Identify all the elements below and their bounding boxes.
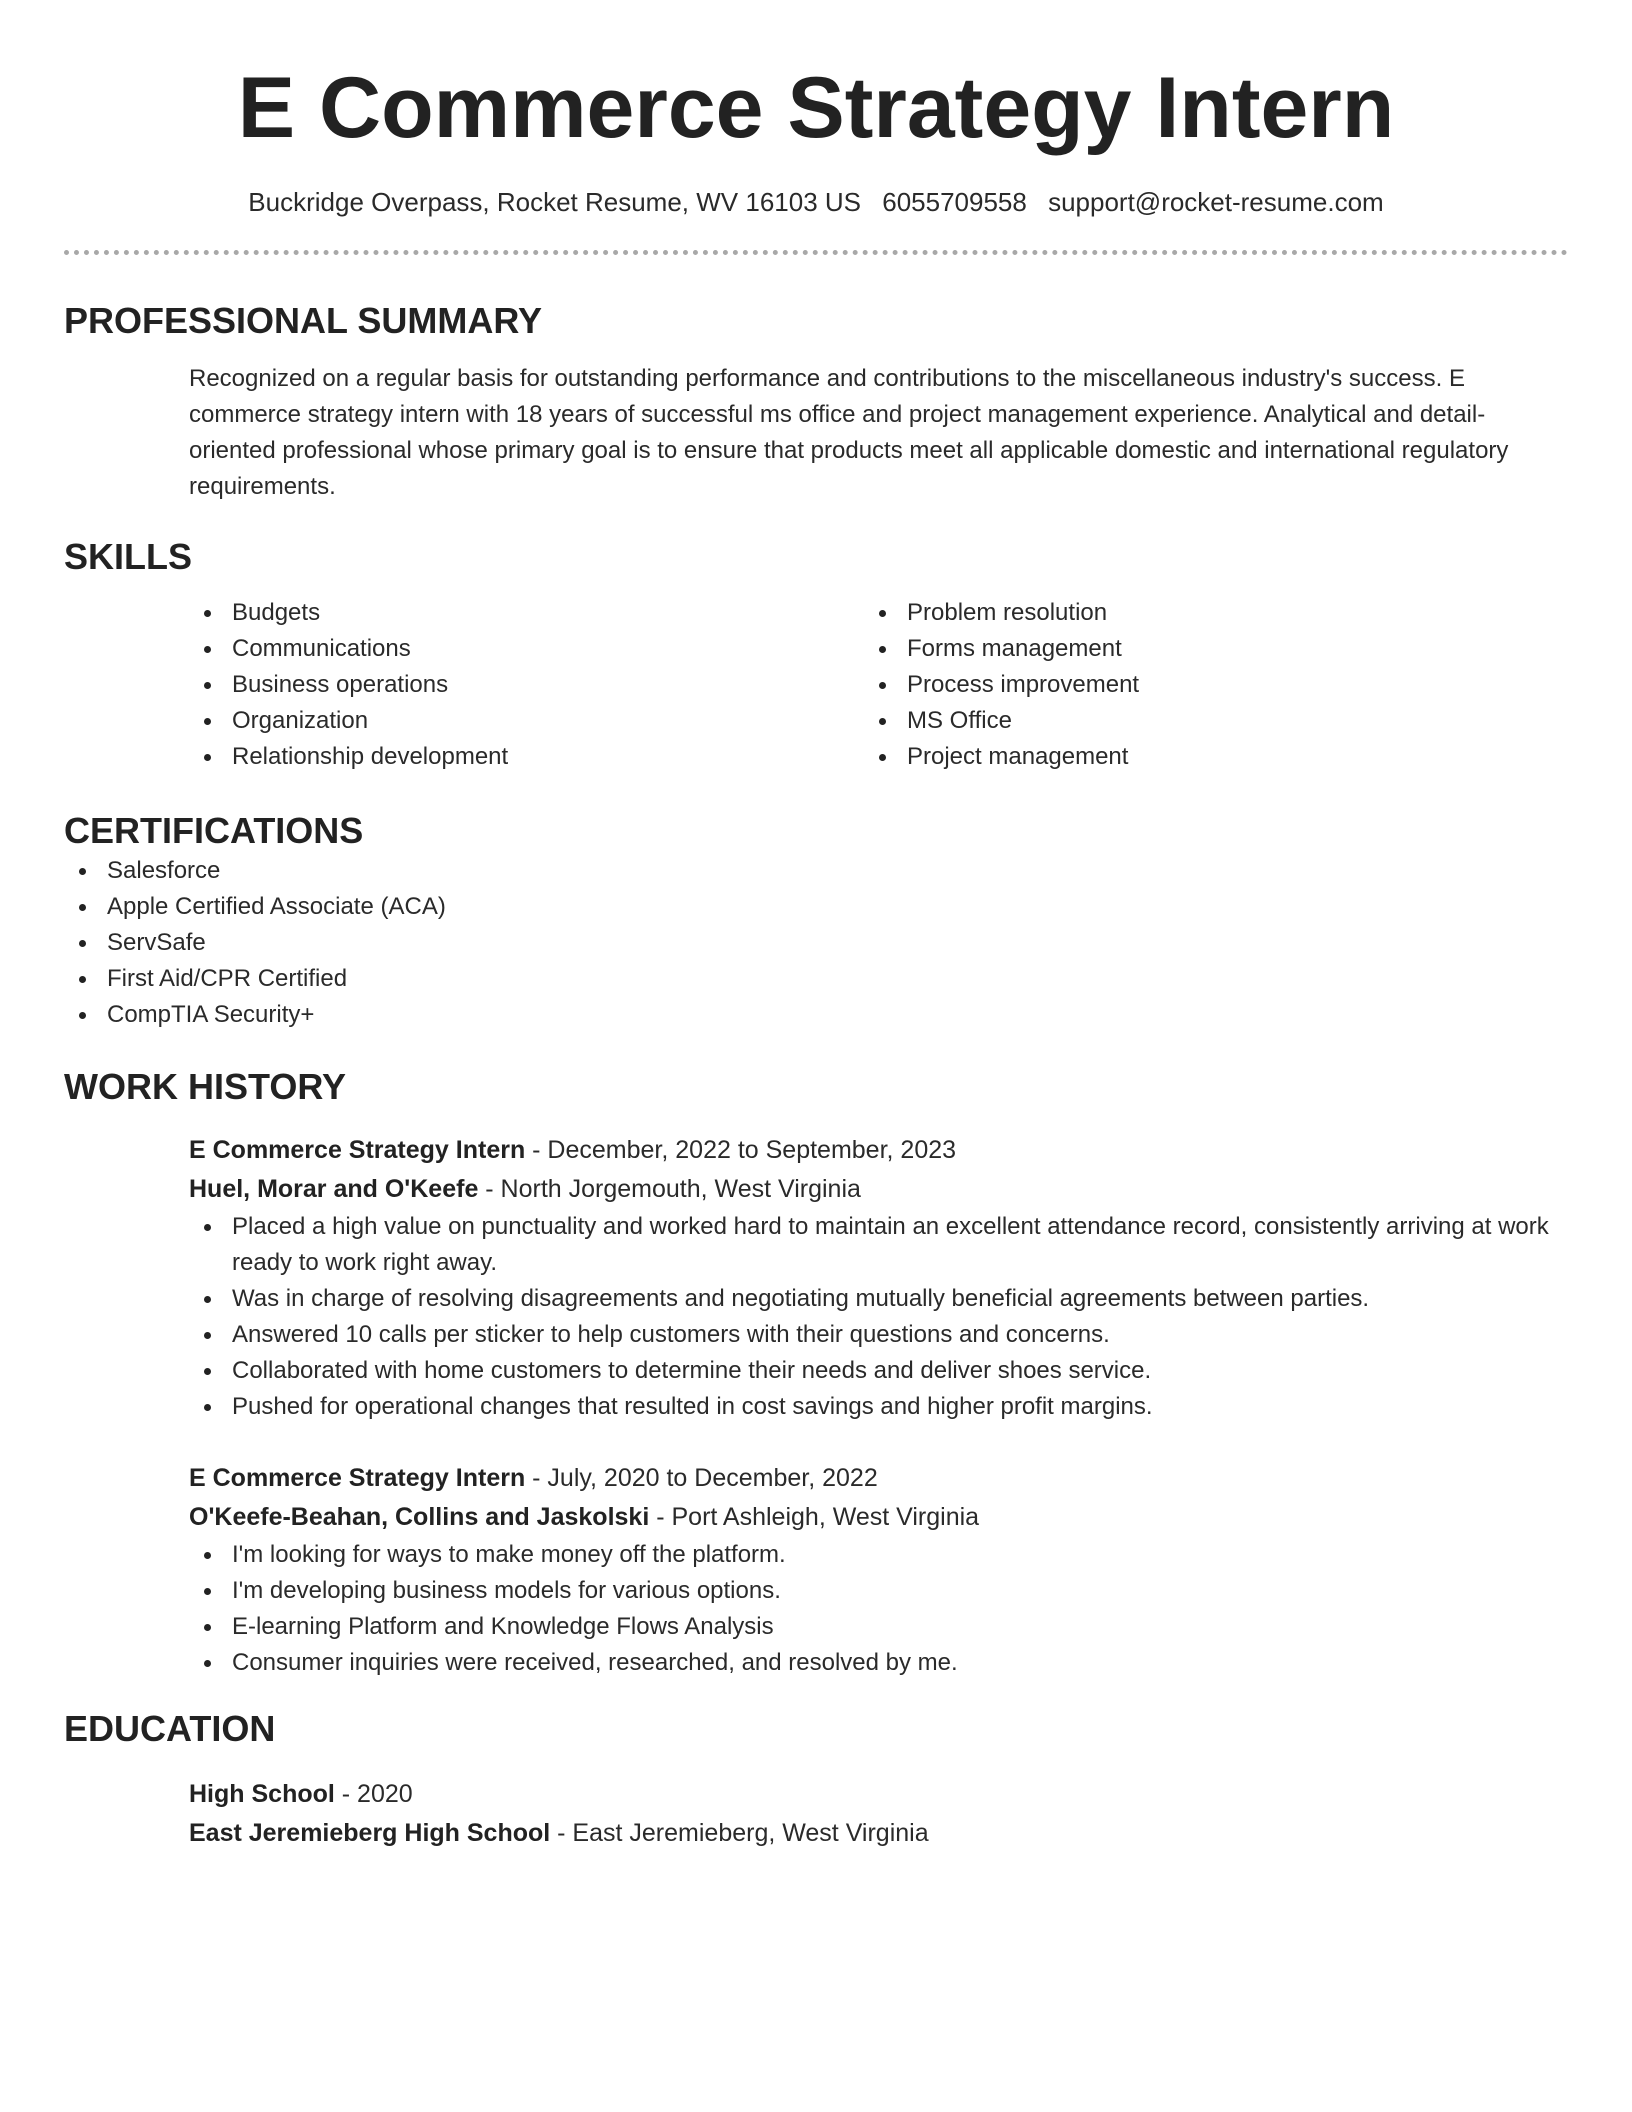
job-company: Huel, Morar and O'Keefe <box>189 1175 479 1203</box>
skills-column-right <box>864 595 1539 775</box>
skill-item: Budgets <box>189 595 864 631</box>
job-bullet: Answered 10 calls per sticker to help customers with their questions and concerns. <box>189 1317 1568 1353</box>
candidate-name: E Commerce Strategy Intern <box>237 60 1395 156</box>
job-bullet: Pushed for operational changes that resulted in cost savings and higher profit margins. <box>189 1389 1568 1425</box>
job-title-line <box>189 1459 1568 1498</box>
job-bullet: E-learning Platform and Knowledge Flows Analysis <box>189 1609 1568 1645</box>
certification-item: CompTIA Security+ <box>64 997 1568 1033</box>
education-year: - 2020 <box>334 1780 413 1808</box>
skill-item: Relationship development <box>189 739 864 775</box>
job-bullet: Collaborated with home customers to determine their needs and deliver shoes service. <box>189 1353 1568 1389</box>
certification-item: First Aid/CPR Certified <box>64 961 1568 997</box>
job-bullet: Was in charge of resolving disagreements and negotiating mutually beneficial agreements between parties. <box>189 1281 1568 1317</box>
skill-item: Forms management <box>864 631 1539 667</box>
certification-item: Apple Certified Associate (ACA) <box>64 889 1568 925</box>
education-degree-line <box>189 1775 1568 1814</box>
job-location: - Port Ashleigh, West Virginia <box>649 1503 980 1531</box>
skill-item: Project management <box>864 739 1539 775</box>
work-history-section <box>64 1065 1568 1681</box>
job-entry <box>189 1131 1568 1425</box>
header-divider <box>64 250 1568 255</box>
job-location: - North Jorgemouth, West Virginia <box>478 1175 861 1203</box>
skill-item: Communications <box>189 631 864 667</box>
contact-phone: 6055709558 <box>882 187 1027 217</box>
education-location: - East Jeremieberg, West Virginia <box>550 1819 929 1847</box>
summary-heading: PROFESSIONAL SUMMARY <box>64 300 543 341</box>
job-bullet-list <box>189 1537 1568 1681</box>
skill-item: Problem resolution <box>864 595 1539 631</box>
certifications-heading: CERTIFICATIONS <box>64 810 364 851</box>
skills-grid <box>189 595 1568 775</box>
education-heading: EDUCATION <box>64 1708 276 1749</box>
education-school: East Jeremieberg High School <box>189 1819 551 1847</box>
job-entry <box>189 1459 1568 1681</box>
job-bullet: I'm developing business models for various options. <box>189 1573 1568 1609</box>
job-bullet: I'm looking for ways to make money off the platform. <box>189 1537 1568 1573</box>
certification-item: Salesforce <box>64 853 1568 889</box>
job-company-line <box>189 1498 1568 1537</box>
skill-item: MS Office <box>864 703 1539 739</box>
job-role: E Commerce Strategy Intern <box>189 1136 526 1164</box>
work-history-heading: WORK HISTORY <box>64 1066 347 1107</box>
skills-column-left <box>189 595 864 775</box>
job-dates: - July, 2020 to December, 2022 <box>525 1464 878 1492</box>
contact-email: support@rocket-resume.com <box>1048 187 1384 217</box>
job-title-line <box>189 1131 1568 1170</box>
job-bullet-list <box>189 1209 1568 1425</box>
certification-item: ServSafe <box>64 925 1568 961</box>
certifications-section <box>64 809 1568 1033</box>
job-company-line <box>189 1170 1568 1209</box>
job-company: O'Keefe-Beahan, Collins and Jaskolski <box>189 1503 650 1531</box>
skill-item: Process improvement <box>864 667 1539 703</box>
education-degree: High School <box>189 1780 335 1808</box>
summary-text: Recognized on a regular basis for outstanding performance and contributions to the miscellaneous industry's success. E commerce strategy intern with 18 years of successful ms office and project management experience. Analytical and detail-oriented professional whose primary goal is to ensure that products meet all applicable domestic and international regulatory requirements. <box>189 365 1509 500</box>
skill-item: Organization <box>189 703 864 739</box>
education-entry <box>189 1775 1568 1853</box>
contact-address: Buckridge Overpass, Rocket Resume, WV 16103 US <box>248 187 861 217</box>
education-school-line <box>189 1814 1568 1853</box>
job-role: E Commerce Strategy Intern <box>189 1464 526 1492</box>
certification-list <box>64 853 1568 1033</box>
skill-item: Business operations <box>189 667 864 703</box>
summary-section <box>64 299 1568 505</box>
job-bullet: Consumer inquiries were received, researched, and resolved by me. <box>189 1645 1568 1681</box>
skills-heading: SKILLS <box>64 536 193 577</box>
job-bullet: Placed a high value on punctuality and worked hard to maintain an excellent attendance record, consistently arriving at work ready to work right away. <box>189 1209 1568 1281</box>
job-dates: - December, 2022 to September, 2023 <box>525 1136 957 1164</box>
skills-section <box>64 535 1568 775</box>
contact-line <box>64 184 1568 220</box>
education-section <box>64 1707 1568 1853</box>
